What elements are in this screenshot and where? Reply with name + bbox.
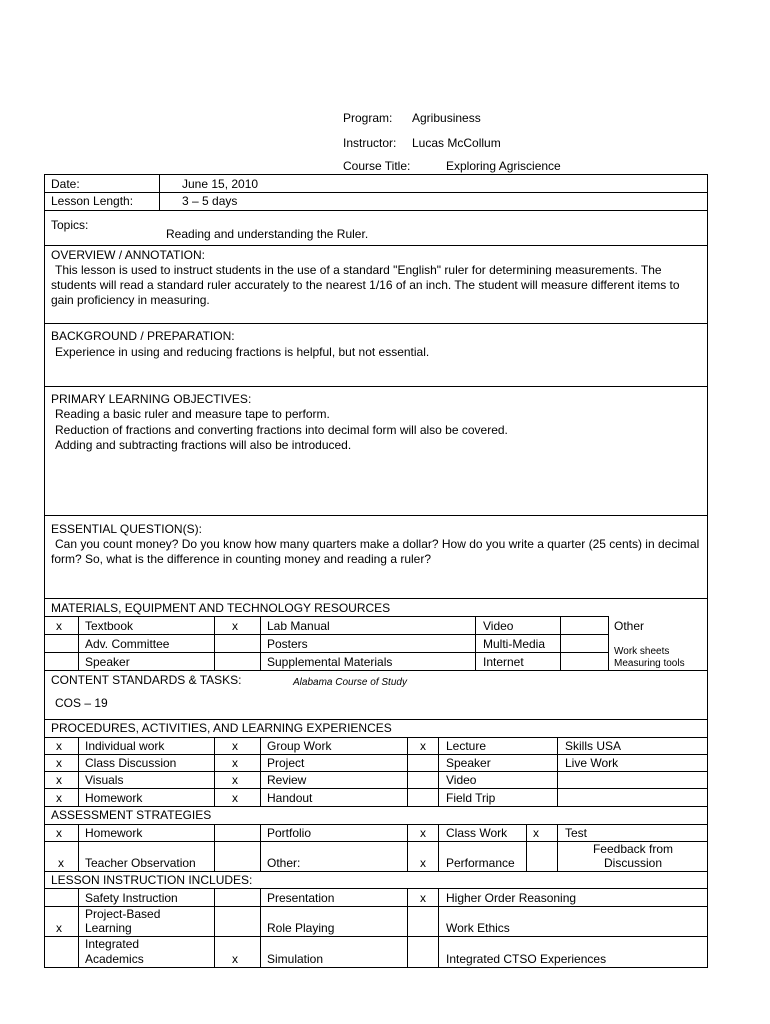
- program-label: Program:: [343, 111, 393, 125]
- other-item: Work sheets: [614, 646, 670, 657]
- rule: [44, 788, 708, 789]
- date-value: June 15, 2010: [182, 177, 259, 191]
- instruction-item: Role Playing: [267, 921, 335, 935]
- rule: [159, 174, 160, 210]
- instruction-item: Academics: [85, 952, 144, 966]
- questions-heading: ESSENTIAL QUESTION(S):: [51, 522, 202, 536]
- rule: [438, 888, 439, 968]
- overview-heading: OVERVIEW / ANNOTATION:: [51, 248, 206, 262]
- questions-text: Can you count money? Do you know how many quarters make a dollar? How do you write a quarter (25 cents) in decimal form? So, what is the difference in counting money and reading a ruler?: [51, 537, 700, 566]
- check-mark: x: [232, 952, 238, 966]
- course-title-value: Exploring Agriscience: [446, 159, 561, 173]
- rule: [438, 824, 439, 871]
- material-item: Speaker: [85, 655, 130, 669]
- rule: [78, 824, 79, 871]
- lesson-length-label: Lesson Length:: [51, 194, 134, 208]
- procedure-item: Class Discussion: [85, 756, 177, 770]
- check-mark: x: [232, 773, 238, 787]
- other-label: Other: [614, 619, 645, 633]
- rule: [44, 824, 708, 825]
- assessment-item: Discussion: [603, 856, 663, 870]
- check-mark: x: [533, 826, 539, 840]
- instruction-item: Project-Based: [85, 907, 161, 921]
- overview-text: This lesson is used to instruct students in the use of a standard "English" ruler for determining measurements. The students will read a standard ruler accurately to the nearest 1/16 of an inch. The student will measure different items to gain proficiency in measuring.: [51, 263, 680, 307]
- rule: [78, 888, 79, 968]
- rule: [44, 192, 708, 193]
- material-item: Internet: [483, 655, 524, 669]
- instruction-item: Safety Instruction: [85, 891, 178, 905]
- instruction-item: Simulation: [267, 952, 324, 966]
- procedure-item: Project: [267, 756, 305, 770]
- procedure-item: Field Trip: [446, 791, 496, 805]
- check-mark: x: [232, 791, 238, 805]
- rule: [44, 719, 708, 720]
- material-item: Multi-Media: [483, 637, 546, 651]
- objectives-heading: PRIMARY LEARNING OBJECTIVES:: [51, 392, 252, 406]
- date-label: Date:: [51, 177, 80, 191]
- material-item: Video: [483, 619, 514, 633]
- check-mark: x: [56, 791, 62, 805]
- rule: [44, 871, 708, 872]
- rule: [44, 652, 608, 653]
- assessment-item: Feedback from: [592, 842, 674, 856]
- rule: [407, 824, 408, 871]
- rule: [44, 598, 708, 599]
- instruction-item: Integrated CTSO Experiences: [446, 952, 607, 966]
- procedure-item: Review: [267, 773, 307, 787]
- background-text: Experience in using and reducing fractions is helpful, but not essential.: [55, 345, 430, 359]
- rule: [44, 386, 708, 387]
- check-mark: x: [420, 826, 426, 840]
- rule: [44, 754, 708, 755]
- assessment-item: Performance: [446, 856, 515, 870]
- check-mark: x: [56, 826, 62, 840]
- rule: [260, 824, 261, 871]
- check-mark: x: [56, 921, 62, 935]
- rule: [44, 515, 708, 516]
- rule: [44, 888, 708, 889]
- rule: [438, 737, 439, 806]
- rule: [44, 323, 708, 324]
- standards-source: Alabama Course of Study: [293, 677, 407, 688]
- check-mark: x: [232, 619, 238, 633]
- check-mark: x: [56, 619, 62, 633]
- assessment-item: Teacher Observation: [85, 856, 196, 870]
- rule: [260, 888, 261, 968]
- material-item: Supplemental Materials: [267, 655, 393, 669]
- rule: [44, 771, 708, 772]
- assessment-heading: ASSESSMENT STRATEGIES: [51, 808, 212, 822]
- assessment-item: Portfolio: [267, 826, 312, 840]
- assessment-item: Class Work: [446, 826, 508, 840]
- rule: [44, 634, 608, 635]
- procedure-item: Visuals: [85, 773, 124, 787]
- rule: [526, 824, 527, 871]
- objective-item: Reduction of fractions and converting fractions into decimal form will also be covered.: [55, 423, 508, 437]
- procedure-item: Live Work: [565, 756, 619, 770]
- instruction-item: Higher Order Reasoning: [446, 891, 577, 905]
- instructor-value: Lucas McCollum: [412, 136, 501, 150]
- check-mark: x: [58, 856, 64, 870]
- procedure-item: Video: [446, 773, 477, 787]
- procedure-item: Homework: [85, 791, 143, 805]
- materials-heading: MATERIALS, EQUIPMENT AND TECHNOLOGY RESOURCES: [51, 601, 391, 615]
- procedures-heading: PROCEDURES, ACTIVITIES, AND LEARNING EXPERIENCES: [51, 721, 392, 735]
- assessment-item: Other:: [267, 856, 301, 870]
- other-item: Measuring tools: [614, 658, 685, 669]
- instruction-item: Presentation: [267, 891, 335, 905]
- rule: [44, 210, 708, 211]
- rule: [214, 888, 215, 968]
- rule: [44, 806, 708, 807]
- topics-label: Topics:: [51, 218, 89, 232]
- lesson-length-value: 3 – 5 days: [182, 194, 238, 208]
- rule: [44, 737, 708, 738]
- instruction-item: Work Ethics: [446, 921, 510, 935]
- material-item: Adv. Committee: [85, 637, 170, 651]
- rule: [78, 616, 79, 670]
- material-item: Posters: [267, 637, 308, 651]
- rule: [44, 670, 708, 671]
- topics-value: Reading and understanding the Ruler.: [166, 227, 369, 241]
- rule: [407, 888, 408, 968]
- procedure-item: Skills USA: [565, 739, 622, 753]
- rule: [560, 616, 561, 670]
- check-mark: x: [232, 739, 238, 753]
- rule: [260, 616, 261, 670]
- procedure-item: Speaker: [446, 756, 491, 770]
- objective-item: Reading a basic ruler and measure tape to perform.: [55, 407, 330, 421]
- rule: [214, 737, 215, 806]
- check-mark: x: [56, 773, 62, 787]
- check-mark: x: [56, 739, 62, 753]
- instruction-item: Integrated: [85, 937, 140, 951]
- check-mark: x: [232, 756, 238, 770]
- rule: [78, 737, 79, 806]
- standards-code: COS – 19: [55, 696, 108, 710]
- course-title-label: Course Title:: [343, 159, 411, 173]
- instruction-item: Learning: [85, 921, 132, 935]
- rule: [44, 245, 708, 246]
- procedure-item: Lecture: [446, 739, 487, 753]
- check-mark: x: [420, 856, 426, 870]
- rule: [44, 616, 608, 617]
- rule: [608, 616, 609, 670]
- background-heading: BACKGROUND / PREPARATION:: [51, 329, 235, 343]
- rule: [407, 737, 408, 806]
- rule: [475, 616, 476, 670]
- program-value: Agribusiness: [412, 111, 481, 125]
- assessment-item: Test: [565, 826, 588, 840]
- check-mark: x: [56, 756, 62, 770]
- procedure-item: Group Work: [267, 739, 332, 753]
- rule: [214, 616, 215, 670]
- standards-heading: CONTENT STANDARDS & TASKS:: [51, 673, 242, 687]
- rule: [260, 737, 261, 806]
- assessment-item: Homework: [85, 826, 143, 840]
- check-mark: x: [420, 891, 426, 905]
- rule: [44, 936, 708, 937]
- objective-item: Adding and subtracting fractions will also be introduced.: [55, 438, 352, 452]
- material-item: Lab Manual: [267, 619, 330, 633]
- instructor-label: Instructor:: [343, 136, 397, 150]
- rule: [214, 824, 215, 871]
- procedure-item: Handout: [267, 791, 313, 805]
- instruction-heading: LESSON INSTRUCTION INCLUDES:: [51, 873, 253, 887]
- check-mark: x: [420, 739, 426, 753]
- rule: [557, 737, 558, 806]
- procedure-item: Individual work: [85, 739, 165, 753]
- material-item: Textbook: [85, 619, 134, 633]
